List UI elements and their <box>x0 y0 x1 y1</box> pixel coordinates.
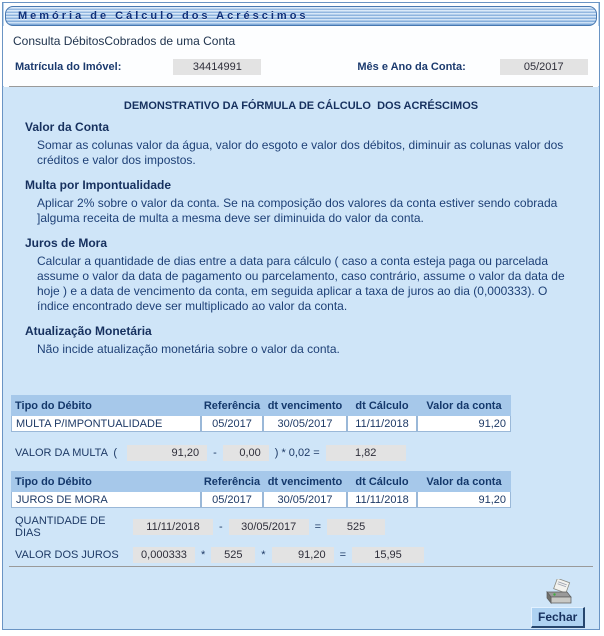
valor-juros-rate-field[interactable]: 0,000333 <box>133 547 195 563</box>
multa-table-header-row <box>11 395 511 416</box>
valor-multa-subtrahend-field[interactable]: 0,00 <box>223 445 269 461</box>
quantidade-dias-label: QUANTIDADE DE DIAS <box>15 515 112 539</box>
account-fields-row <box>3 48 599 84</box>
section-heading-atualizacao: Atualização Monetária <box>25 324 152 338</box>
equals-operator: = <box>314 521 322 533</box>
valor-multa-minuend-field[interactable]: 91,20 <box>127 445 207 461</box>
matricula-label: Matrícula do Imóvel: <box>15 61 122 73</box>
juros-dt-calculo: 11/11/2018 <box>347 492 417 508</box>
col-valor-conta: Valor da conta <box>417 471 511 492</box>
minus-operator: - <box>213 447 217 459</box>
col-dt-calculo: dt Cálculo <box>347 395 417 416</box>
valor-juros-days-field[interactable]: 525 <box>211 547 255 563</box>
section-heading-multa: Multa por Impontualidade <box>25 178 171 192</box>
multiply-operator: * <box>261 549 266 561</box>
quantidade-dias-formula <box>15 515 599 539</box>
quantidade-dias-result-field[interactable]: 525 <box>327 519 385 535</box>
col-dt-calculo: dt Cálculo <box>347 471 417 492</box>
col-dt-vencimento: dt vencimento <box>263 395 347 416</box>
valor-multa-result-field[interactable]: 1,82 <box>326 445 406 461</box>
juros-table <box>11 471 511 508</box>
window-title: Memória de Cálculo dos Acréscimos <box>18 10 309 22</box>
header-panel <box>3 26 599 86</box>
juros-dt-vencimento: 30/05/2017 <box>263 492 347 508</box>
valor-multa-expression: ) * 0,02 = <box>274 447 320 459</box>
mes-ano-label: Mês e Ano da Conta: <box>357 61 466 73</box>
section-body-multa: Aplicar 2% sobre o valor da conta. Se na composição dos valores da conta estiver sendo cobrada ]alguma receita de multa a mesma deve ser diminuida do valor da conta. <box>37 196 558 225</box>
valor-multa-formula <box>15 445 599 461</box>
juros-tipo-debito: JUROS DE MORA <box>11 492 201 508</box>
section-body-valor-conta: Somar as colunas valor da água, valor do esgoto e valor dos débitos, diminuir as colunas valor dos créditos e valor dos impostos. <box>37 138 564 167</box>
memoria-calculo-window <box>2 2 600 630</box>
matricula-field[interactable]: 34414991 <box>173 59 261 75</box>
col-valor-conta: Valor da conta <box>417 395 511 416</box>
juros-referencia: 05/2017 <box>201 492 263 508</box>
multa-valor-conta: 91,20 <box>417 416 511 432</box>
footer-separator <box>9 566 593 567</box>
col-dt-vencimento: dt vencimento <box>263 471 347 492</box>
mes-ano-field[interactable]: 05/2017 <box>500 59 588 75</box>
valor-multa-label: VALOR DA MULTA ( <box>15 447 118 459</box>
multa-referencia: 05/2017 <box>201 416 263 432</box>
multa-dt-vencimento: 30/05/2017 <box>263 416 347 432</box>
section-heading-valor-conta: Valor da Conta <box>25 120 110 134</box>
juros-table-header-row <box>11 471 511 492</box>
table-row <box>11 492 511 508</box>
section-heading-juros: Juros de Mora <box>25 236 108 250</box>
valor-juros-label: VALOR DOS JUROS <box>15 549 119 561</box>
multa-dt-calculo: 11/11/2018 <box>347 416 417 432</box>
print-button[interactable] <box>543 579 575 607</box>
equals-operator: = <box>339 549 346 561</box>
quantidade-dias-date1-field[interactable]: 11/11/2018 <box>133 519 213 535</box>
valor-juros-formula <box>15 547 599 563</box>
minus-operator: - <box>219 521 223 533</box>
quantidade-dias-date2-field[interactable]: 30/05/2017 <box>229 519 309 535</box>
juros-valor-conta: 91,20 <box>417 492 511 508</box>
valor-juros-result-field[interactable]: 15,95 <box>352 547 424 563</box>
window-titlebar <box>5 6 597 26</box>
col-referencia: Referência <box>201 471 263 492</box>
col-tipo-debito: Tipo do Débito <box>11 471 201 492</box>
table-row <box>11 416 511 432</box>
col-tipo-debito: Tipo do Débito <box>11 395 201 416</box>
demonstrativo-title: DEMONSTRATIVO DA FÓRMULA DE CÁLCULO DOS ACRÉSCIMOS <box>123 100 479 112</box>
valor-juros-amount-field[interactable]: 91,20 <box>272 547 334 563</box>
multiply-operator: * <box>201 549 206 561</box>
col-referencia: Referência <box>201 395 263 416</box>
multa-table <box>11 395 511 432</box>
section-body-juros: Calcular a quantidade de dias entre a data para cálculo ( caso a conta esteja paga ou parcelada assume o valor da data de pagamento ou parcelamento, caso contrário, assume o valor da data de hoje ) e a data de vencimento da conta, em seguida aplicar a taxa de juros ao dia (0,000333). O índice encontrado deve ser multiplicado ao valor da conta. <box>37 254 565 313</box>
close-button[interactable]: Fechar <box>531 607 585 628</box>
content-area <box>3 87 599 629</box>
page-subtitle: Consulta DébitosCobrados de uma Conta <box>13 34 236 48</box>
section-body-atualizacao: Não incide atualização monetária sobre o valor da conta. <box>37 342 340 356</box>
multa-tipo-debito: MULTA P/IMPONTUALIDADE <box>11 416 201 432</box>
